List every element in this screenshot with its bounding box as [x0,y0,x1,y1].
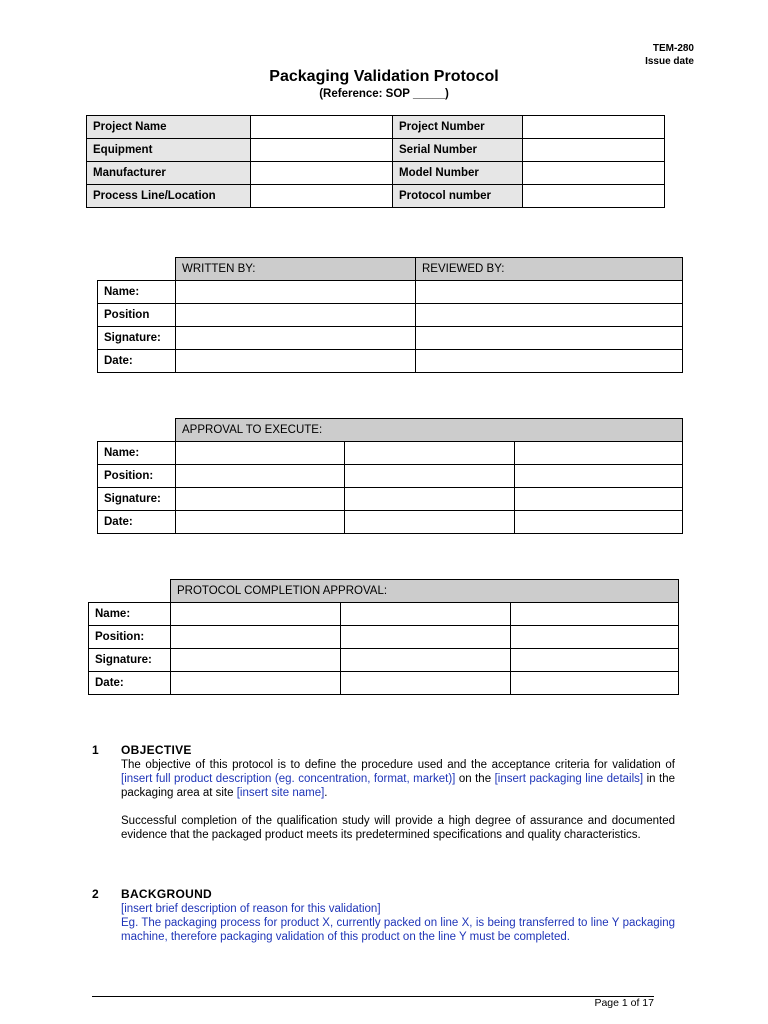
approval-field[interactable] [345,511,515,534]
table-row [98,511,683,534]
background-heading: BACKGROUND [121,887,212,901]
model-number-field[interactable] [523,162,665,185]
reviewed-position-field[interactable] [416,304,683,327]
table-row [87,116,665,139]
table-row [89,649,679,672]
approval-field[interactable] [176,465,345,488]
date-label: Date: [98,511,176,534]
serial-number-field[interactable] [523,139,665,162]
objective-paragraph-2: Successful completion of the qualification study will provide a high degree of assurance and documented evidence that the packaged product meets its predetermined specifications and quality characteristics. [121,815,675,841]
table-row [89,603,679,626]
approval-field[interactable] [176,488,345,511]
process-line-field[interactable] [251,185,393,208]
table-row [87,139,665,162]
approval-field[interactable] [345,442,515,465]
position-label: Position: [89,626,171,649]
protocol-number-label: Protocol number [393,185,523,208]
page-title: Packaging Validation Protocol [269,68,499,85]
project-name-label: Project Name [87,116,251,139]
manufacturer-label: Manufacturer [87,162,251,185]
signature-label: Signature: [98,327,176,350]
completion-heading: PROTOCOL COMPLETION APPROVAL: [171,580,679,603]
process-line-label: Process Line/Location [87,185,251,208]
objective-heading: OBJECTIVE [121,743,192,757]
project-number-field[interactable] [523,116,665,139]
name-label: Name: [98,442,176,465]
completion-field[interactable] [171,626,341,649]
position-label: Position [98,304,176,327]
approval-field[interactable] [345,488,515,511]
written-by-heading: WRITTEN BY: [176,258,416,281]
completion-field[interactable] [511,672,679,695]
approval-field[interactable] [345,465,515,488]
serial-number-label: Serial Number [393,139,523,162]
table-row [98,258,683,281]
approval-field[interactable] [176,511,345,534]
position-label: Position: [98,465,176,488]
model-number-label: Model Number [393,162,523,185]
name-label: Name: [98,281,176,304]
background-section-number: 2 [92,887,99,901]
site-name-placeholder: [insert site name] [236,787,325,799]
objective-section-number: 1 [92,743,99,757]
approval-field[interactable] [176,442,345,465]
page-number: Page 1 of 17 [594,997,654,1009]
sop-reference: (Reference: SOP _____) [319,88,449,100]
completion-field[interactable] [171,603,341,626]
table-row [98,419,683,442]
project-number-label: Project Number [393,116,523,139]
completion-field[interactable] [171,672,341,695]
background-example-text: Eg. The packaging process for product X, currently packed on line X, is being transferred to line Y packaging machine, therefore packaging validation of this product on the line Y must be completed. [121,917,675,943]
objective-paragraph-1: The objective of this protocol is to define the procedure used and the acceptance criteria for validation of [insert full product description (eg. concentration, format, market)] on the [insert packaging line details] in the packaging area at site [insert site name]. [121,759,676,799]
completion-field[interactable] [511,649,679,672]
table-row [98,281,683,304]
table-row [89,626,679,649]
written-signature-field[interactable] [176,327,416,350]
approval-to-execute-table [97,418,683,534]
packaging-line-placeholder: [insert packaging line details] [494,773,644,785]
table-row [98,327,683,350]
project-info-table [86,115,665,208]
written-date-field[interactable] [176,350,416,373]
table-row [98,488,683,511]
product-description-placeholder: [insert full product description (eg. concentration, format, market)] [121,773,456,785]
protocol-number-field[interactable] [523,185,665,208]
table-row [89,580,679,603]
manufacturer-field[interactable] [251,162,393,185]
approval-field[interactable] [515,488,683,511]
document-code-block [645,42,694,68]
completion-approval-table [88,579,679,695]
project-name-field[interactable] [251,116,393,139]
reviewed-date-field[interactable] [416,350,683,373]
completion-field[interactable] [341,626,511,649]
table-row [98,350,683,373]
written-name-field[interactable] [176,281,416,304]
approval-field[interactable] [515,511,683,534]
table-row [87,185,665,208]
completion-field[interactable] [171,649,341,672]
written-position-field[interactable] [176,304,416,327]
approval-field[interactable] [515,465,683,488]
completion-field[interactable] [341,672,511,695]
approval-heading: APPROVAL TO EXECUTE: [176,419,683,442]
approval-field[interactable] [515,442,683,465]
table-row [98,442,683,465]
name-label: Name: [89,603,171,626]
equipment-label: Equipment [87,139,251,162]
table-row [98,304,683,327]
completion-field[interactable] [341,649,511,672]
date-label: Date: [98,350,176,373]
completion-field[interactable] [341,603,511,626]
table-row [87,162,665,185]
reviewed-by-heading: REVIEWED BY: [416,258,683,281]
table-row [89,672,679,695]
written-reviewed-table [97,257,683,373]
completion-field[interactable] [511,626,679,649]
issue-date: Issue date [645,56,694,67]
reviewed-signature-field[interactable] [416,327,683,350]
equipment-field[interactable] [251,139,393,162]
document-code: TEM-280 [652,43,694,54]
background-placeholder-line: [insert brief description of reason for this validation] [121,903,381,915]
signature-label: Signature: [89,649,171,672]
date-label: Date: [89,672,171,695]
signature-label: Signature: [98,488,176,511]
table-row [98,465,683,488]
footer-divider [92,996,654,997]
reviewed-name-field[interactable] [416,281,683,304]
completion-field[interactable] [511,603,679,626]
